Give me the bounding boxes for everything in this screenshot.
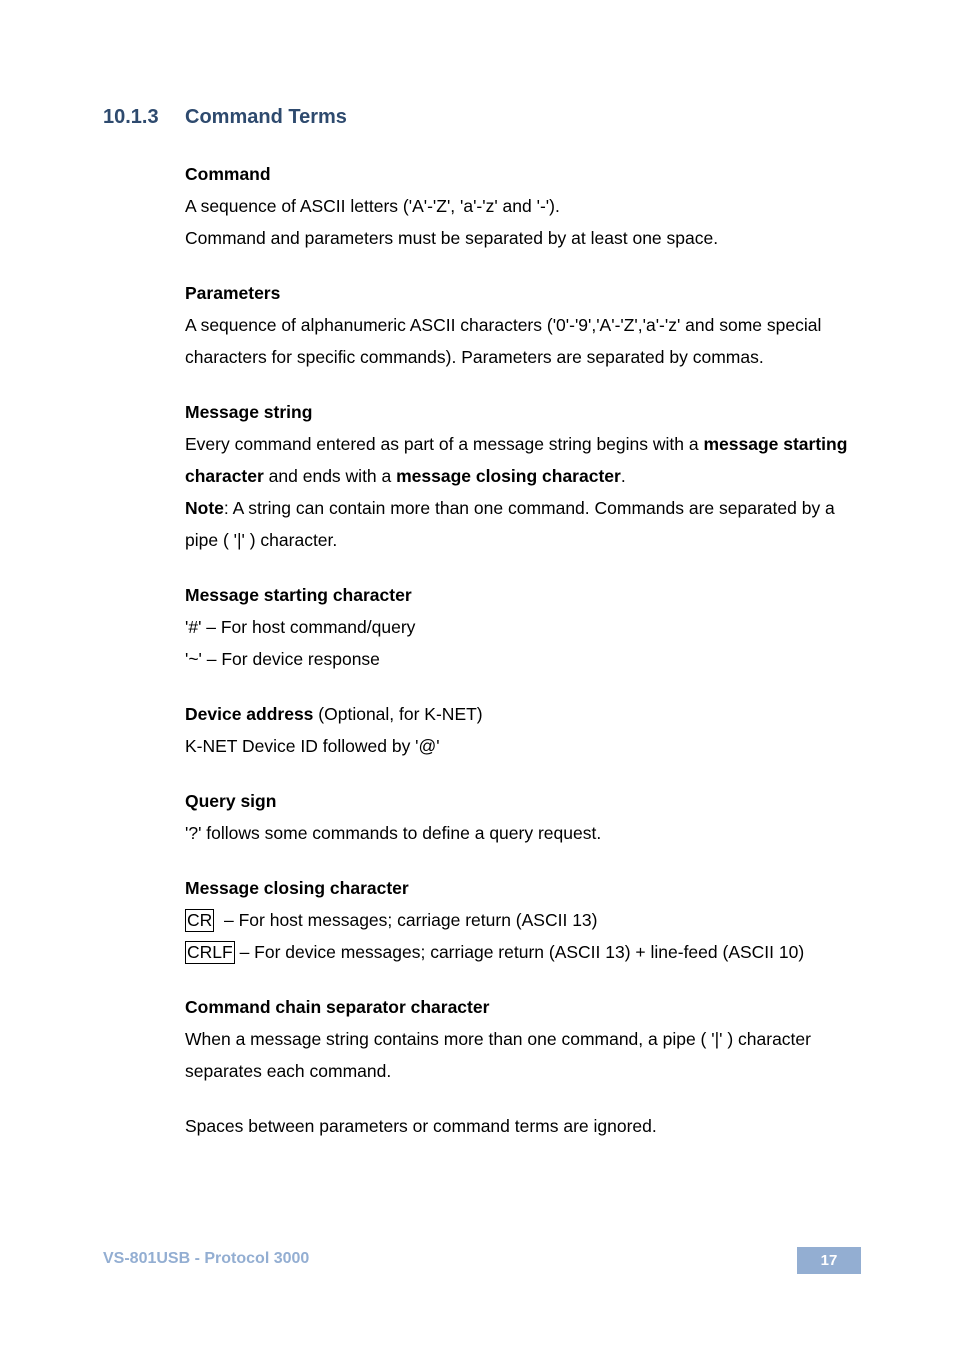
term-parameters [185, 277, 865, 373]
crlf-box: CRLF [187, 942, 233, 962]
term-description [185, 904, 865, 936]
term-title: Parameters [185, 283, 281, 303]
bold-run: message closing character [396, 466, 621, 486]
term-title-suffix: (Optional, for K-NET) [313, 704, 483, 724]
term-description: When a message string contains more than one command, a pipe ( '|' ) character separates each command. [185, 1029, 811, 1081]
term-description [185, 428, 865, 492]
term-description: A sequence of ASCII letters ('A'-'Z', 'a'-'z' and '-'). [185, 196, 560, 216]
note-label: Note [185, 498, 224, 518]
term-title: Device address [185, 704, 314, 724]
term-title: Command chain separator character [185, 997, 490, 1017]
text-run: . [620, 466, 626, 486]
text-run: and ends with a [263, 466, 397, 486]
cr-box: CR [187, 910, 213, 930]
term-description [185, 936, 865, 968]
term-description: Command and parameters must be separated by at least one space. [185, 228, 719, 248]
page-number: 17 [797, 1247, 861, 1274]
document-body [185, 158, 865, 1142]
term-title: Command [185, 164, 271, 184]
term-command [185, 158, 865, 254]
section-heading [103, 106, 347, 129]
note-text: : A string can contain more than one command. Commands are separated by a pipe ( '|' ) character. [185, 498, 835, 550]
term-description: K-NET Device ID followed by '@' [185, 736, 440, 756]
term-description: '?' follows some commands to define a query request. [185, 823, 602, 843]
term-query-sign [185, 785, 865, 849]
footer-document-title: VS-801USB - Protocol 3000 [103, 1250, 310, 1267]
term-message-starting-character [185, 579, 865, 675]
term-title: Message starting character [185, 585, 412, 605]
note [185, 492, 865, 556]
term-description: A sequence of alphanumeric ASCII characters ('0'-'9','A'-'Z','a'-'z' and some special characters for specific commands). Parameters are separated by commas. [185, 315, 822, 367]
term-title: Message string [185, 402, 313, 422]
term-device-address [185, 698, 865, 762]
term-title: Query sign [185, 791, 277, 811]
term-title: Message closing character [185, 878, 409, 898]
term-message-string [185, 396, 865, 556]
term-description: '#' – For host command/query [185, 617, 416, 637]
text-run: – For device messages; carriage return (ASCII 13) + line-feed (ASCII 10) [234, 942, 805, 962]
bold-run: message starting character [185, 434, 848, 486]
text-run: – For host messages; carriage return (ASCII 13) [214, 910, 598, 930]
term-message-closing-character [185, 872, 865, 968]
section-title: Command Terms [185, 106, 347, 128]
section-number: 10.1.3 [103, 106, 159, 128]
text-run: Every command entered as part of a message string begins with a [185, 434, 704, 454]
term-command-chain-separator [185, 991, 865, 1087]
closing-note: Spaces between parameters or command terms are ignored. [185, 1116, 657, 1136]
term-description: '~' – For device response [185, 649, 380, 669]
term-title-line [185, 698, 865, 730]
